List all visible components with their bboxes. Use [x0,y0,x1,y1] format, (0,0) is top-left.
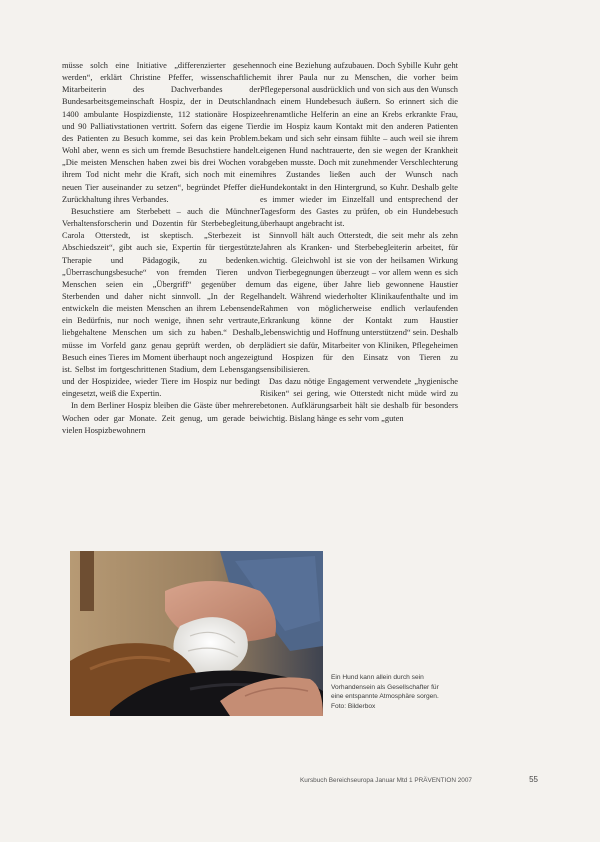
page-number: 55 [529,775,538,784]
article-photo [70,551,323,716]
article-paragraph: In dem Berliner Hospiz bleiben die Gäste über mehrere Wochen oder gar Monate. Zeit genug, um gerade bei vielen Hospizbewohnern [62,401,260,435]
article-paragraph: noch eine Beziehung aufzubauen. Doch Sybille Kuhr geht mit ihrer Paula nur zu Menschen, die vorher beim Pflegepersonal ausdrücklich und von sich aus den Wunsch nach einem Hundebesuch äußern. So erinnert sich die ehrenamtliche Helferin an eine an Krebs erkrankte Frau, die im Hospiz kaum Kontakt mit den anderen Patienten bekam und sich sehr einsam fühlte – auch weil sie ihrem eigenen Hund nachtrauerte, den sie wegen der Krankheit abgeben musste. Doch mit zunehmender Verschlechterung ihres Zustandes ließen auch der Wunsch nach Hundekontakt in den Hintergrund, so Kuhr. Deshalb gelte es immer wieder im Einzelfall und entsprechend der Tagesform des Gastes zu prüfen, ob ein Hundebesuch überhaupt angebracht ist. [260,61,458,229]
hand-and-dog-photo [70,551,323,716]
journal-reference: Kursbuch Bereichseuropa Januar Mtd 1 PRÄVENTION 2007 [300,777,472,784]
article-column-right [260,60,458,425]
article-column-left [62,60,260,437]
article-paragraph: müsse solch eine Initiative „differenzierter gesehen werden“, erklärt Christine Pfeffer, wissenschaftliche Mitarbeiterin des Dachverbandes der Bundesarbeitsgemeinschaft Hospiz, der in Deutschland 1400 ambulante Hospizdienste, 112 stationäre Hospize und 90 Palliativstationen vertritt. Sofern das eigene Tier des Patienten zu Besuch komme, sei das kein Problem. Wohl aber, wenn es sich um fremde Besuchstiere handelt. „Die meisten Menschen haben zwei bis drei Wochen vor ihrem Tod nicht mehr die Kraft, sich noch mit einem neuen Tier auseinander zu setzen“, begründet Pfeffer die Zurückhaltung ihres Verbandes. [62,61,260,204]
article-paragraph: Sinnvoll hält auch Otterstedt, die seit mehr als zehn Jahren als Kranken- und Sterbebegleiterin arbeitet, für wichtig. Gleichwohl ist sie von der heilsamen Wirkung von Tierbegegnungen überzeugt – vor allem wenn es sich um das eigene, über Jahre lieb gewonnene Haustier handelt. Während wiederholter Klinikaufenthalte und im Rahmen von möglicherweise endlich verlaufenden Erkrankung könne der Kontakt zum Haustier „lebenswichtig und Hoffnung unterstützend“ sein. Deshalb plädiert sie dafür, Mitarbeiter von Kliniken, Pflegeheimen und Hospizen für den Einsatz von Tieren zu sensibilisieren. [260,231,458,374]
article-paragraph: Das dazu nötige Engagement verwendete „hygienische Risiken“ sei gering, wie Otterstedt nicht müde wird zu betonen. Aufklärungsarbeit hält sie deshalb für besonders wichtig. Bislang hänge es sehr vom „guten [260,377,458,423]
page-footer [300,775,538,784]
photo-caption: Ein Hund kann allein durch sein Vorhandensein als Gesellschafter für eine entspannte Atmosphäre sorgen. Foto: Bilderbox [331,674,439,710]
article-paragraph: Besuchstiere am Sterbebett – auch die Münchner Verhaltensforscherin und Dozentin für Sterbebegleitung, Carola Otterstedt, ist skeptisch. „Sterbezeit ist Abschiedszeit“, gibt auch sie, Expertin für tiergestützte Therapie und Pädagogik, zu bedenken. „Überraschungsbesuche“ von fremden Tieren und Menschen seien ein „Übergriff“ gegenüber dem Sterbenden und daher nicht sinnvoll. „In der Regel entwickeln die meisten Menschen an ihrem Lebensende ein Bedürfnis, nur noch wenige, ihnen sehr vertraute, liebgehaltene Menschen um sich zu haben.“ Deshalb müsse im Vorfeld ganz genau geprüft werden, ob der Besuch eines Tieres im Moment überhaupt noch angezeigt ist. Selbst im fortgeschrittenen Stadium, dem Lebensgang und der Hospizidee, wieder Tiere im Hospiz nur bedingt eingesetzt, weiß die Expertin. [62,206,260,399]
